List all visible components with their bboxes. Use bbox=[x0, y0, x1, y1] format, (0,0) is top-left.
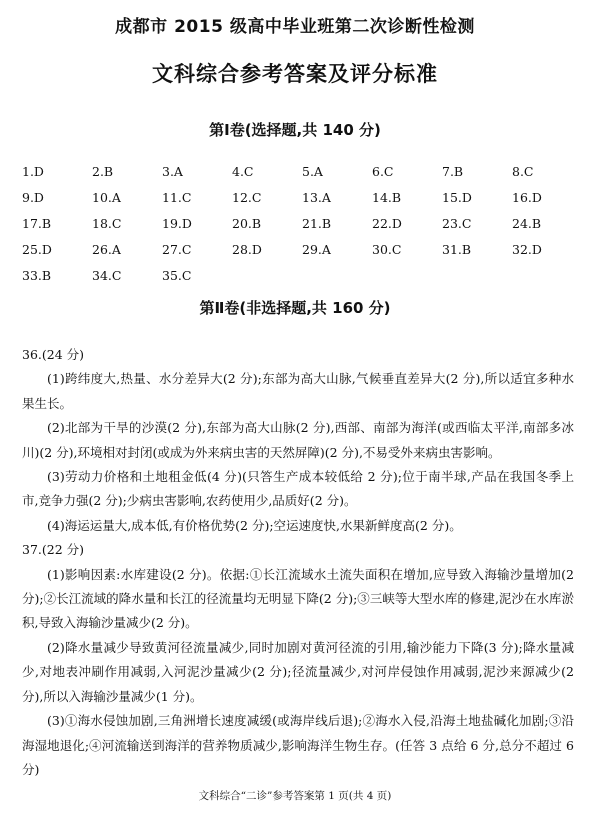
answer-row bbox=[22, 236, 582, 262]
answer-row bbox=[22, 158, 582, 184]
answer-item: 16.D bbox=[512, 189, 542, 205]
answer-item: 28.D bbox=[232, 241, 262, 257]
answer-item: 23.C bbox=[442, 215, 472, 231]
answer-item: 14.B bbox=[372, 189, 402, 205]
answer-item: 4.C bbox=[232, 163, 254, 179]
answer-paragraph: (4)海运运量大,成本低,有价格优势(2 分);空运速度快,水果新鲜度高(2 分)。 bbox=[47, 517, 462, 533]
answer-item: 19.D bbox=[162, 215, 192, 231]
answer-item: 5.A bbox=[302, 163, 323, 179]
answer-paragraph: (2)降水量减少导致黄河径流量减少,同时加剧对黄河径流的引用,输沙能力下降(3 分);降水量减少,对地表冲刷作用减弱,入河泥沙量减少(2 分);径流量减少,对河岸侵蚀作用减弱,泥沙来源减少(2 分),所以入海输沙量减少(1 分)。 bbox=[22, 639, 574, 704]
answer-item: 22.D bbox=[372, 215, 402, 231]
answer-item: 7.B bbox=[442, 163, 464, 179]
answer-item: 30.C bbox=[372, 241, 402, 257]
answer-item: 1.D bbox=[22, 163, 44, 179]
answer-item: 27.C bbox=[162, 241, 192, 257]
question-36-heading: 36.(24 分) bbox=[22, 347, 85, 362]
answer-row bbox=[22, 184, 582, 210]
answer-item: 29.A bbox=[302, 241, 331, 257]
answer-item: 9.D bbox=[22, 189, 44, 205]
answer-paragraph: (3)劳动力价格和土地租金低(4 分)(只答生产成本较低给 2 分);位于南半球,产品在我国冬季上市,竞争力强(2 分);少病虫害影响,农药使用少,品质好(2 分)。 bbox=[22, 469, 574, 509]
answer-paragraph: (1)影响因素:水库建设(2 分)。依据:①长江流域水土流失面积在增加,应导致入海输沙量增加(2 分);②长江流域的降水量和长江的径流量均无明显下降(2 分);③三峡等大型水库的修建,泥沙在水库淤积,导致入海输沙量减少(2 分)。 bbox=[22, 566, 574, 631]
answer-item: 10.A bbox=[92, 189, 121, 205]
section-2-heading: 第Ⅱ卷(非选择题,共 160 分) bbox=[199, 299, 391, 317]
answer-item: 6.C bbox=[372, 163, 394, 179]
answer-item: 12.C bbox=[232, 189, 262, 205]
answer-item: 17.B bbox=[22, 215, 52, 231]
answer-item: 13.A bbox=[302, 189, 331, 205]
answer-item: 25.D bbox=[22, 241, 52, 257]
answer-item: 34.C bbox=[92, 267, 122, 283]
answer-item: 20.B bbox=[232, 215, 262, 231]
page-footer: 文科综合“二诊”参考答案第 1 页(共 4 页) bbox=[198, 790, 392, 802]
section-1-heading: 第Ⅰ卷(选择题,共 140 分) bbox=[209, 121, 381, 139]
document-subtitle: 文科综合参考答案及评分标准 bbox=[152, 62, 438, 86]
answer-item: 11.C bbox=[162, 189, 192, 205]
answer-item: 35.C bbox=[162, 267, 192, 283]
multiple-choice-answer-grid bbox=[22, 158, 582, 288]
answer-item: 32.D bbox=[512, 241, 542, 257]
answer-item: 3.A bbox=[162, 163, 183, 179]
answer-item: 31.B bbox=[442, 241, 472, 257]
answer-item: 21.B bbox=[302, 215, 332, 231]
answer-item: 8.C bbox=[512, 163, 534, 179]
answer-item: 2.B bbox=[92, 163, 114, 179]
answer-item: 24.B bbox=[512, 215, 542, 231]
answer-item: 15.D bbox=[442, 189, 472, 205]
answer-paragraph: (1)跨纬度大,热量、水分差异大(2 分);东部为高大山脉,气候垂直差异大(2 分),所以适宜多种水果生长。 bbox=[22, 371, 574, 411]
answer-item: 18.C bbox=[92, 215, 122, 231]
answer-paragraph: (2)北部为干旱的沙漠(2 分),东部为高大山脉(2 分),西部、南部为海洋(或西临太平洋,南部多冰川)(2 分),环境相对封闭(或成为外来病虫害的天然屏障)(2 分),不易受外来病虫害影响。 bbox=[22, 420, 574, 460]
answer-item: 33.B bbox=[22, 267, 52, 283]
answer-row bbox=[22, 262, 582, 288]
answer-paragraph: (3)①海水侵蚀加剧,三角洲增长速度减缓(或海岸线后退);②海水入侵,沿海土地盐碱化加剧;③沿海湿地退化;④河流输送到海洋的营养物质减少,影响海洋生物生存。(任答 3 点给 6 分,总分不超过 6 分) bbox=[22, 713, 574, 777]
section-2-body bbox=[22, 343, 574, 782]
answer-item: 26.A bbox=[92, 241, 121, 257]
question-37-heading: 37.(22 分) bbox=[22, 542, 85, 558]
exam-title: 成都市 2015 级高中毕业班第二次诊断性检测 bbox=[115, 17, 475, 37]
answer-row bbox=[22, 210, 582, 236]
